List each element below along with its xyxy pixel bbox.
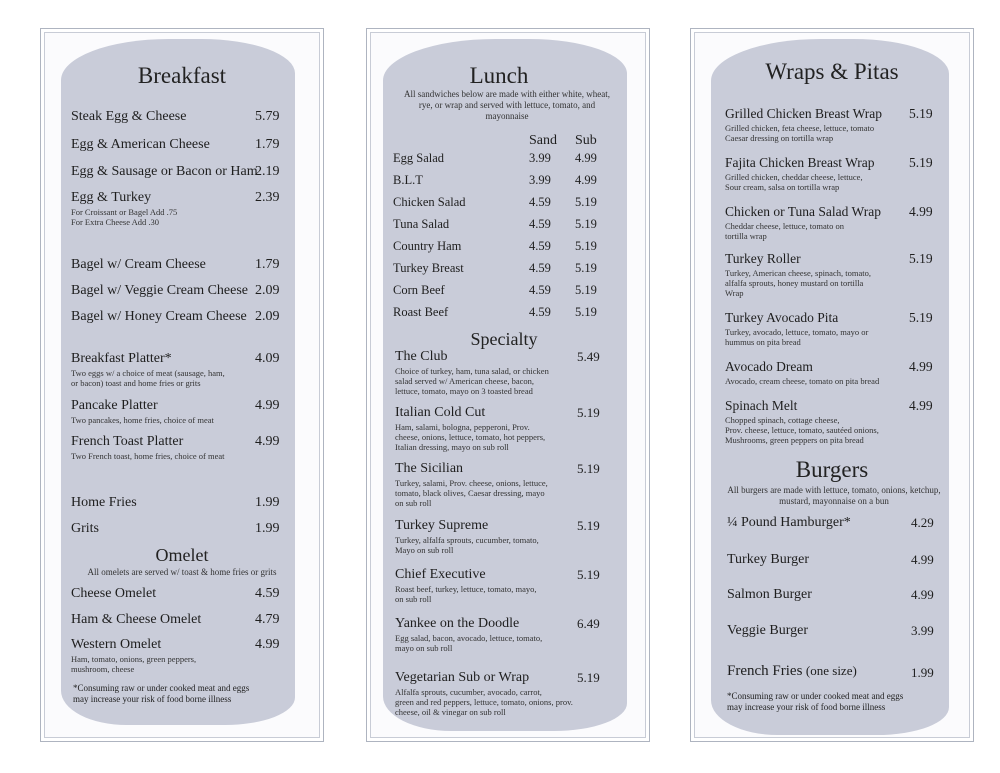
sandwich-name: Country Ham (393, 239, 462, 253)
menu-item-name: Grits (71, 521, 99, 536)
menu-item-price: 1.99 (255, 495, 280, 510)
menu-item-description: Avocado, cream cheese, tomato on pita bread (725, 376, 880, 386)
lunch-panel (366, 28, 650, 742)
menu-item-description: Choice of turkey, ham, tuna salad, or chicken salad served w/ American cheese, bacon, lettuce, tomato, mayo on 3 toasted bread (395, 366, 549, 396)
menu-item-description: Turkey, salami, Prov. cheese, onions, lettuce, tomato, black olives, Caesar dressing, mayo on sub roll (395, 478, 548, 508)
menu-item-name: Egg & American Cheese (71, 137, 210, 152)
menu-item-price: 5.19 (909, 251, 933, 266)
menu-item-name: French Fries (727, 663, 803, 679)
menu-item-description: Grilled chicken, cheddar cheese, lettuce, Sour cream, salsa on tortilla wrap (725, 172, 863, 192)
menu-item-price: 4.99 (909, 398, 933, 413)
menu-item-name: Egg & Sausage or Bacon or Ham (71, 164, 258, 179)
menu-item-name: Chief Executive (395, 567, 486, 582)
menu-item-price: 5.79 (255, 109, 280, 124)
menu-item-price: 5.19 (909, 310, 933, 325)
menu-item-price: 3.99 (911, 623, 934, 638)
menu-item-description: For Croissant or Bagel Add .75 For Extra Cheese Add .30 (71, 207, 178, 227)
menu-item-price: 1.99 (255, 521, 280, 536)
menu-item-name: Bagel w/ Veggie Cream Cheese (71, 283, 249, 298)
menu-item-price: 4.59 (255, 586, 280, 601)
menu-item-price: 5.19 (577, 518, 600, 533)
menu-item-name: Home Fries (71, 495, 137, 510)
lunch-intro: All sandwiches below are made with either white, wheat, rye, or wrap and served with lettuce, tomato, and mayonnaise (404, 89, 610, 121)
menu-item-name: The Club (395, 349, 448, 364)
sub-price: 5.19 (575, 239, 597, 253)
sand-price: 3.99 (529, 173, 551, 187)
menu-item-price: 4.09 (255, 351, 280, 366)
menu-item-name: Bagel w/ Cream Cheese (71, 257, 206, 272)
menu-item-price: 5.19 (577, 461, 600, 476)
menu-item-name: Veggie Burger (727, 623, 808, 638)
menu-item-name: Vegetarian Sub or Wrap (395, 670, 530, 685)
menu-item-description: Chopped spinach, cottage cheese, Prov. cheese, lettuce, tomato, sautéed onions, Mushrooms, green peppers on pita bread (725, 415, 879, 445)
sub-price: 5.19 (575, 261, 597, 275)
menu-item-description: Ham, salami, bologna, pepperoni, Prov. cheese, onions, lettuce, tomato, hot peppers, Italian dressing, mayo on sub roll (395, 422, 546, 452)
menu-item-name: Cheese Omelet (71, 586, 157, 601)
menu-item-price: 1.99 (911, 665, 934, 680)
menu-item-name: Turkey Supreme (395, 518, 489, 533)
menu-item-name: Pancake Platter (71, 398, 158, 413)
sub-price: 4.99 (575, 173, 597, 187)
menu-item-name: Ham & Cheese Omelet (71, 612, 202, 627)
sand-price: 3.99 (529, 151, 551, 165)
menu-item-description: Turkey, American cheese, spinach, tomato, alfalfa sprouts, honey mustard on tortilla Wrap (725, 268, 871, 298)
sandwich-name: Egg Salad (393, 151, 445, 165)
menu-item-name: Salmon Burger (727, 587, 812, 602)
menu-item-price: 4.99 (255, 637, 280, 652)
sub-column-header: Sub (575, 133, 597, 148)
menu-item-price: 2.09 (255, 309, 280, 324)
menu-item-name: The Sicilian (395, 461, 464, 476)
sandwich-name: Roast Beef (393, 305, 449, 319)
sand-price: 4.59 (529, 239, 551, 253)
menu-item-name: ¼ Pound Hamburger* (727, 515, 851, 530)
sand-price: 4.59 (529, 261, 551, 275)
menu-item-name: Turkey Roller (725, 251, 801, 266)
breakfast-note: *Consuming raw or under cooked meat and eggs may increase your risk of food borne illness (73, 683, 250, 704)
menu-item-price: 4.99 (909, 204, 933, 219)
sandwich-name: B.L.T (393, 173, 423, 187)
menu-item-description: Alfalfa sprouts, cucumber, avocado, carrot, green and red peppers, lettuce, tomato, onions, prov. cheese, oil & vinegar on sub roll (395, 687, 573, 717)
menu-item-price: 5.19 (577, 405, 600, 420)
omelet-intro: All omelets are served w/ toast & home fries or grits (87, 567, 277, 577)
menu-item-name: Western Omelet (71, 637, 162, 652)
menu-item-price: 4.99 (911, 587, 934, 602)
menu-item-description: Turkey, alfalfa sprouts, cucumber, tomato, Mayo on sub roll (395, 535, 539, 555)
menu-item-description: Turkey, avocado, lettuce, tomato, mayo or hummus on pita bread (725, 327, 869, 347)
sub-price: 5.19 (575, 217, 597, 231)
menu-item-description: Egg salad, bacon, avocado, lettuce, tomato, mayo on sub roll (395, 633, 543, 653)
sub-price: 5.19 (575, 305, 597, 319)
menu-item-price: 4.99 (911, 552, 934, 567)
menu-item-description: Two French toast, home fries, choice of meat (71, 451, 225, 461)
omelet-title: Omelet (155, 545, 209, 565)
menu-item-name: Yankee on the Doodle (395, 616, 520, 631)
sub-price: 5.19 (575, 283, 597, 297)
menu-item-price: 4.99 (909, 359, 933, 374)
wraps-panel (690, 28, 974, 742)
breakfast-panel (40, 28, 324, 742)
menu-item-price: 1.79 (255, 137, 280, 152)
sand-price: 4.59 (529, 195, 551, 209)
menu-item-size: (one size) (805, 663, 857, 678)
menu-item-description: Roast beef, turkey, lettuce, tomato, mayo, on sub roll (395, 584, 537, 604)
menu-item-price: 2.09 (255, 283, 280, 298)
menu-item-description: Cheddar cheese, lettuce, tomato on tortilla wrap (725, 221, 844, 241)
menu-item-description: Grilled chicken, feta cheese, lettuce, tomato Caesar dressing on tortilla wrap (725, 123, 875, 143)
sand-price: 4.59 (529, 283, 551, 297)
menu-item-name: Chicken or Tuna Salad Wrap (725, 204, 881, 219)
menu-item-description: Two eggs w/ a choice of meat (sausage, ham, or bacon) toast and home fries or grits (71, 368, 225, 388)
menu-item-name: Turkey Burger (727, 552, 810, 567)
menu-item-price: 4.29 (911, 515, 934, 530)
menu-item-name: Spinach Melt (725, 398, 798, 413)
wraps-title: Wraps & Pitas (765, 59, 899, 84)
menu-item-price: 2.19 (255, 164, 280, 179)
menu-item-price: 1.79 (255, 257, 280, 272)
menu-item-name: Egg & Turkey (71, 190, 152, 205)
menu-item-price: 4.99 (255, 434, 280, 449)
menu-item-name: Italian Cold Cut (395, 405, 486, 420)
menu-item-price: 5.49 (577, 349, 600, 364)
breakfast-title: Breakfast (137, 63, 227, 88)
menu-item-price: 4.79 (255, 612, 280, 627)
sand-column-header: Sand (529, 133, 557, 148)
menu-item-name: Breakfast Platter* (71, 351, 172, 366)
menu-item-name: French Toast Platter (71, 434, 184, 449)
sand-price: 4.59 (529, 217, 551, 231)
specialty-title: Specialty (470, 329, 538, 349)
sandwich-name: Tuna Salad (393, 217, 450, 231)
burgers-title: Burgers (795, 457, 869, 482)
burgers-intro: All burgers are made with lettuce, tomato, onions, ketchup, mustard, mayonnaise on a bun (727, 485, 941, 506)
menu-item-name: Grilled Chicken Breast Wrap (725, 106, 883, 121)
menu-item-price: 6.49 (577, 616, 600, 631)
menu-item-name: Bagel w/ Honey Cream Cheese (71, 309, 247, 324)
wraps-note: *Consuming raw or under cooked meat and eggs may increase your risk of food borne illness (727, 691, 904, 712)
menu-item-name: Avocado Dream (725, 359, 813, 374)
lunch-title: Lunch (469, 63, 529, 88)
menu-item-description: Two pancakes, home fries, choice of meat (71, 415, 214, 425)
sub-price: 4.99 (575, 151, 597, 165)
sandwich-name: Turkey Breast (393, 261, 464, 275)
menu-item-price: 5.19 (577, 567, 600, 582)
sand-price: 4.59 (529, 305, 551, 319)
sub-price: 5.19 (575, 195, 597, 209)
menu-item-name: Turkey Avocado Pita (725, 310, 839, 325)
menu-item-price: 5.19 (909, 106, 933, 121)
sandwich-name: Chicken Salad (393, 195, 466, 209)
menu-item-name: Fajita Chicken Breast Wrap (725, 155, 875, 170)
menu-item-price: 5.19 (577, 670, 600, 685)
menu-item-price: 2.39 (255, 190, 280, 205)
menu-item-price: 5.19 (909, 155, 933, 170)
sandwich-name: Corn Beef (393, 283, 445, 297)
menu-item-name: Steak Egg & Cheese (71, 109, 187, 124)
menu-item-price: 4.99 (255, 398, 280, 413)
menu-item-description: Ham, tomato, onions, green peppers, mushroom, cheese (71, 654, 197, 674)
